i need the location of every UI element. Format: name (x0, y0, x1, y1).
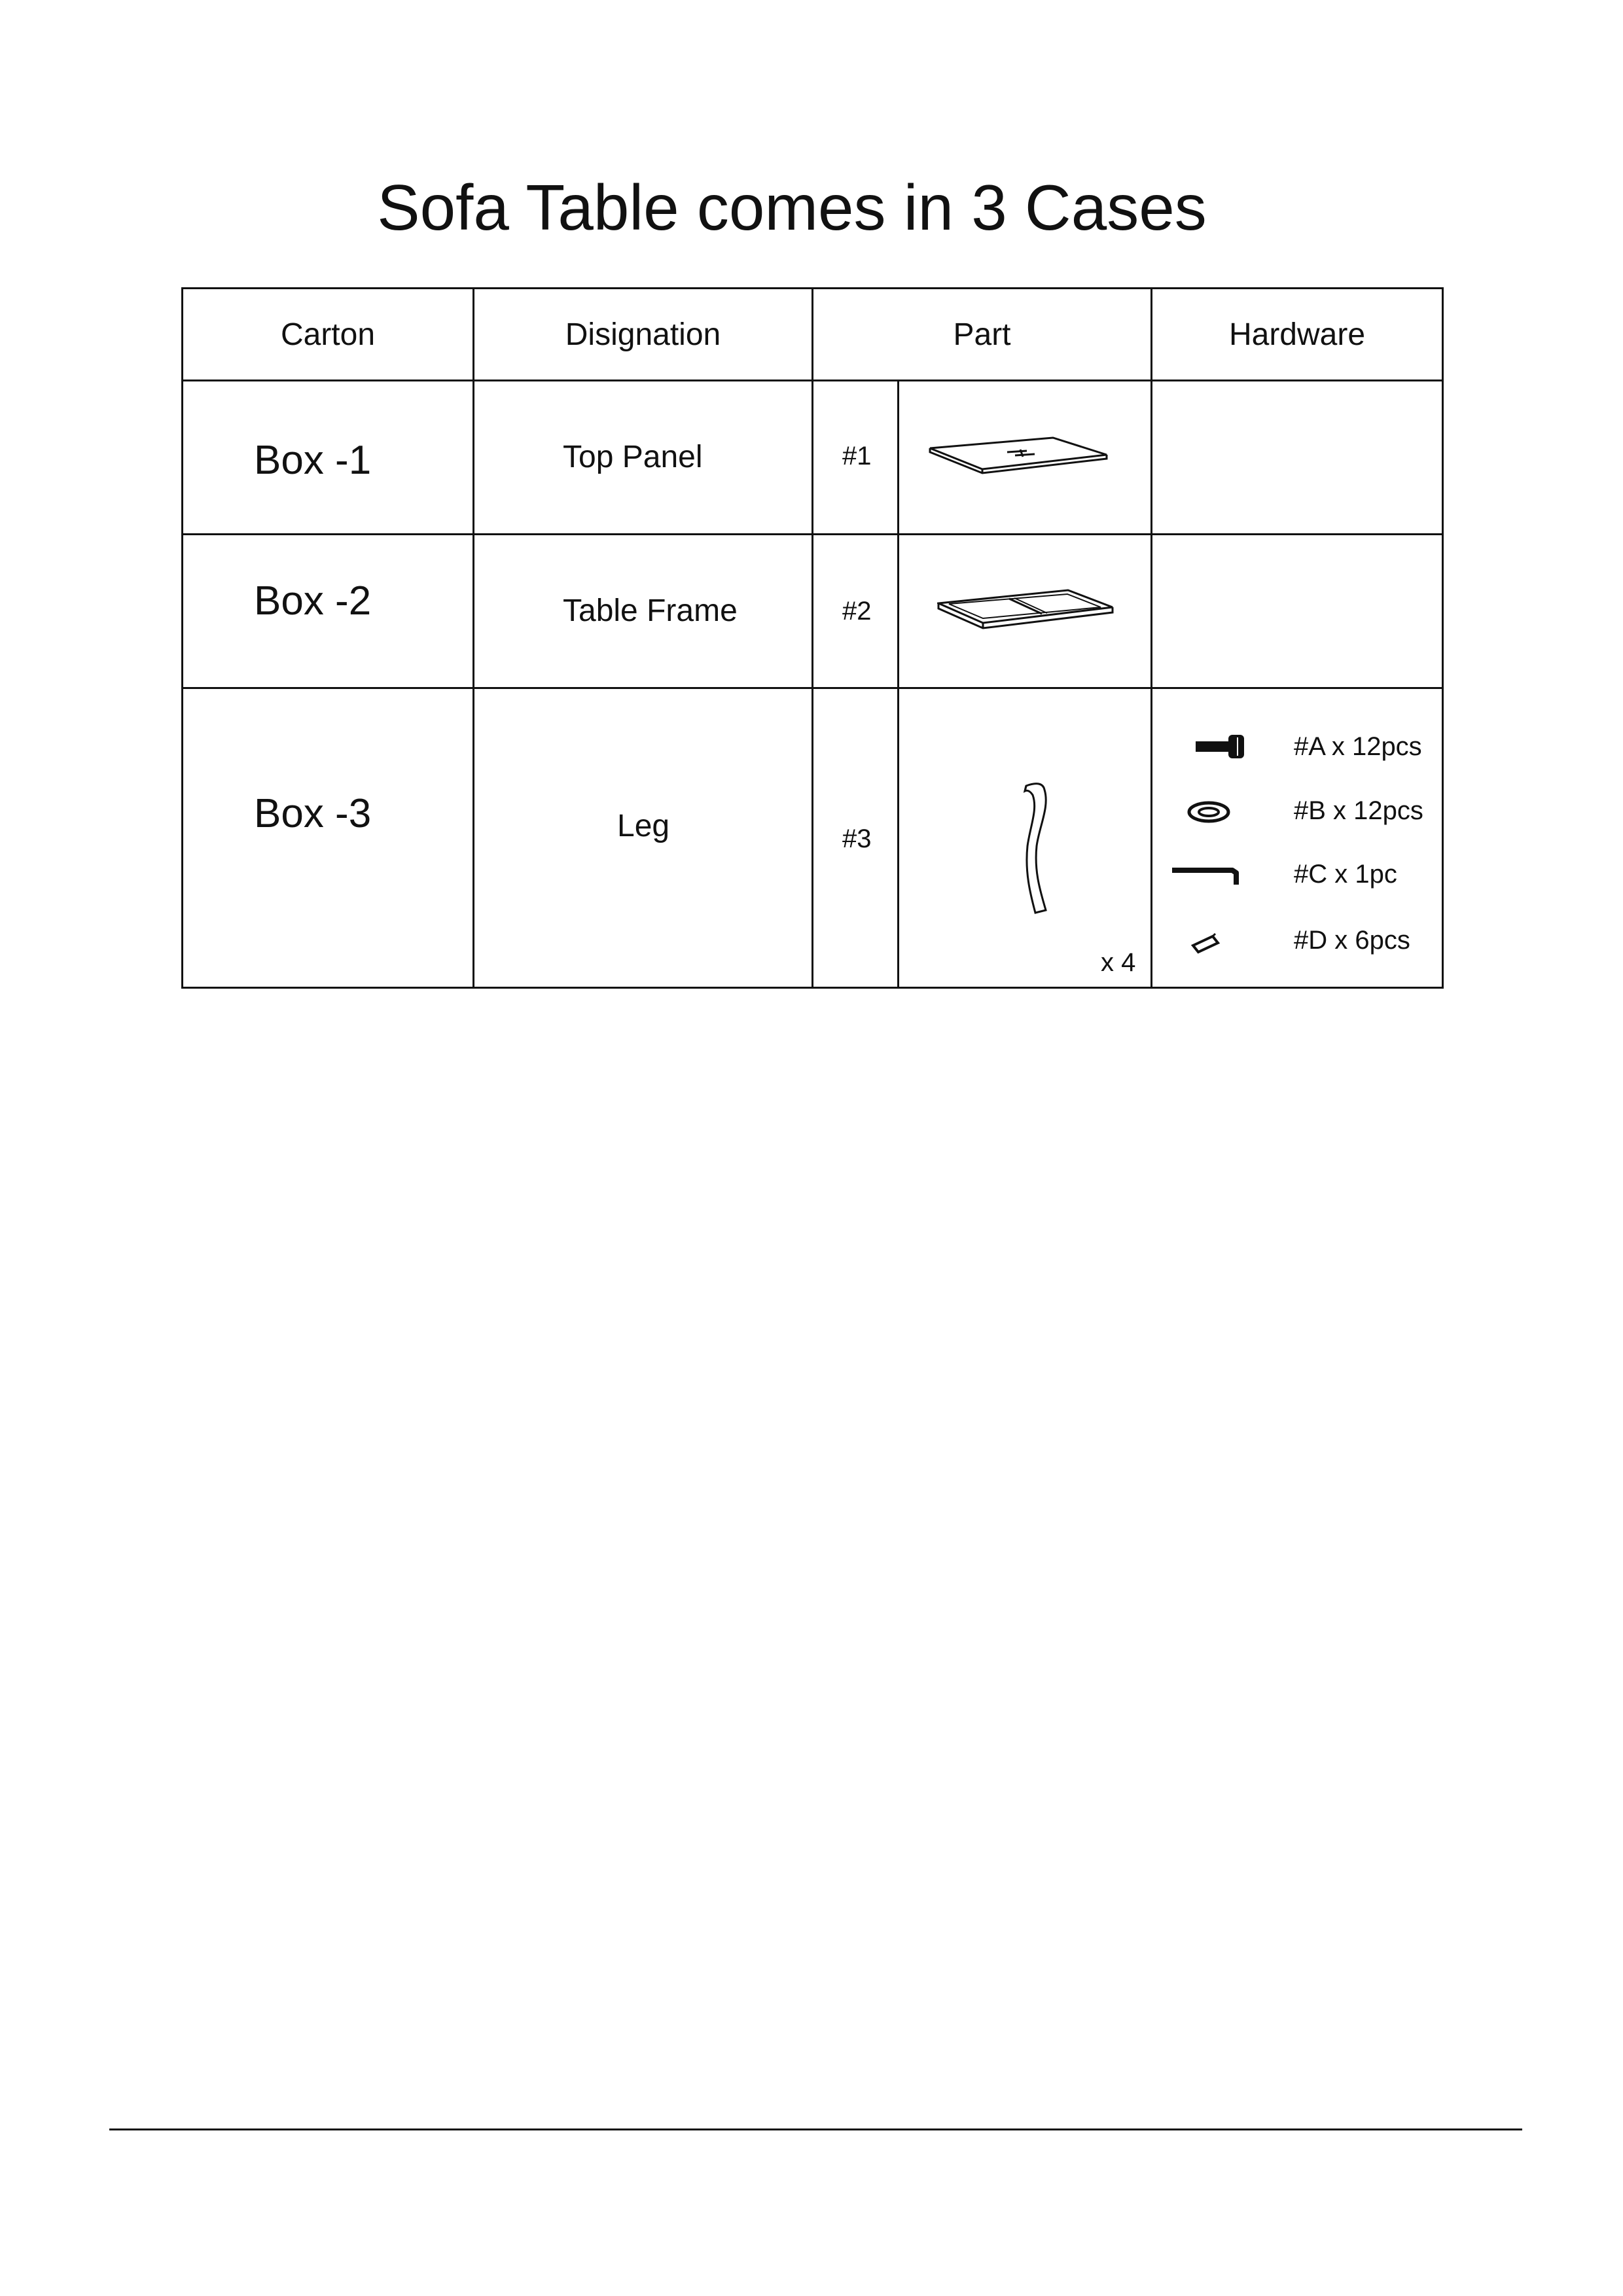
leg-drawing-icon (1010, 781, 1056, 925)
hardware-item (1152, 922, 1440, 961)
hardware-item (1152, 792, 1440, 832)
designation-label: Table Frame (563, 593, 738, 628)
part-number: #3 (842, 824, 872, 853)
carton-label: Box -1 (254, 438, 372, 483)
designation-cell (474, 535, 813, 688)
designation-cell (474, 381, 813, 535)
part-drawing-cell (899, 535, 1152, 688)
carton-label: Box -3 (254, 791, 372, 836)
hardware-label: #A x 12pcs (1294, 732, 1422, 761)
designation-label: Top Panel (563, 440, 703, 474)
carton-label: Box -2 (254, 578, 372, 624)
carton-cell (183, 688, 474, 988)
part-number: #2 (842, 597, 872, 626)
table-row (183, 381, 1443, 535)
part-drawing-cell (899, 381, 1152, 535)
hardware-cell (1152, 535, 1443, 688)
header-carton: Carton (183, 289, 474, 381)
designation-label: Leg (617, 809, 670, 843)
part-number-cell (813, 535, 899, 688)
hardware-item (1152, 728, 1440, 768)
table-row (183, 535, 1443, 688)
header-hardware: Hardware (1152, 289, 1443, 381)
header-row (183, 289, 1443, 381)
hardware-item (1152, 856, 1440, 895)
carton-cell (183, 535, 474, 688)
header-part: Part (813, 289, 1152, 381)
hardware-label: #D x 6pcs (1294, 926, 1410, 955)
bolt-icon (1172, 728, 1264, 768)
hardware-label: #B x 12pcs (1294, 796, 1423, 825)
table-frame-drawing-icon (937, 588, 1120, 640)
page-title: Sofa Table comes in 3 Cases (377, 171, 1207, 243)
carton-cell (183, 381, 474, 535)
hardware-cell (1152, 688, 1443, 988)
part-quantity: x 4 (1101, 948, 1136, 977)
part-number: #1 (842, 442, 872, 470)
parts-table (181, 287, 1444, 989)
part-drawing-cell (899, 688, 1152, 988)
part-number-cell (813, 688, 899, 988)
hardware-label: #C x 1pc (1294, 860, 1397, 889)
hardware-cell (1152, 381, 1443, 535)
footer-divider (109, 2128, 1522, 2130)
designation-cell (474, 688, 813, 988)
header-designation: Disignation (474, 289, 813, 381)
bracket-icon (1172, 922, 1264, 961)
allen-key-icon (1172, 856, 1264, 895)
part-number-cell (813, 381, 899, 535)
table-row (183, 688, 1443, 988)
washer-icon (1172, 792, 1264, 832)
top-panel-drawing-icon (929, 435, 1112, 481)
